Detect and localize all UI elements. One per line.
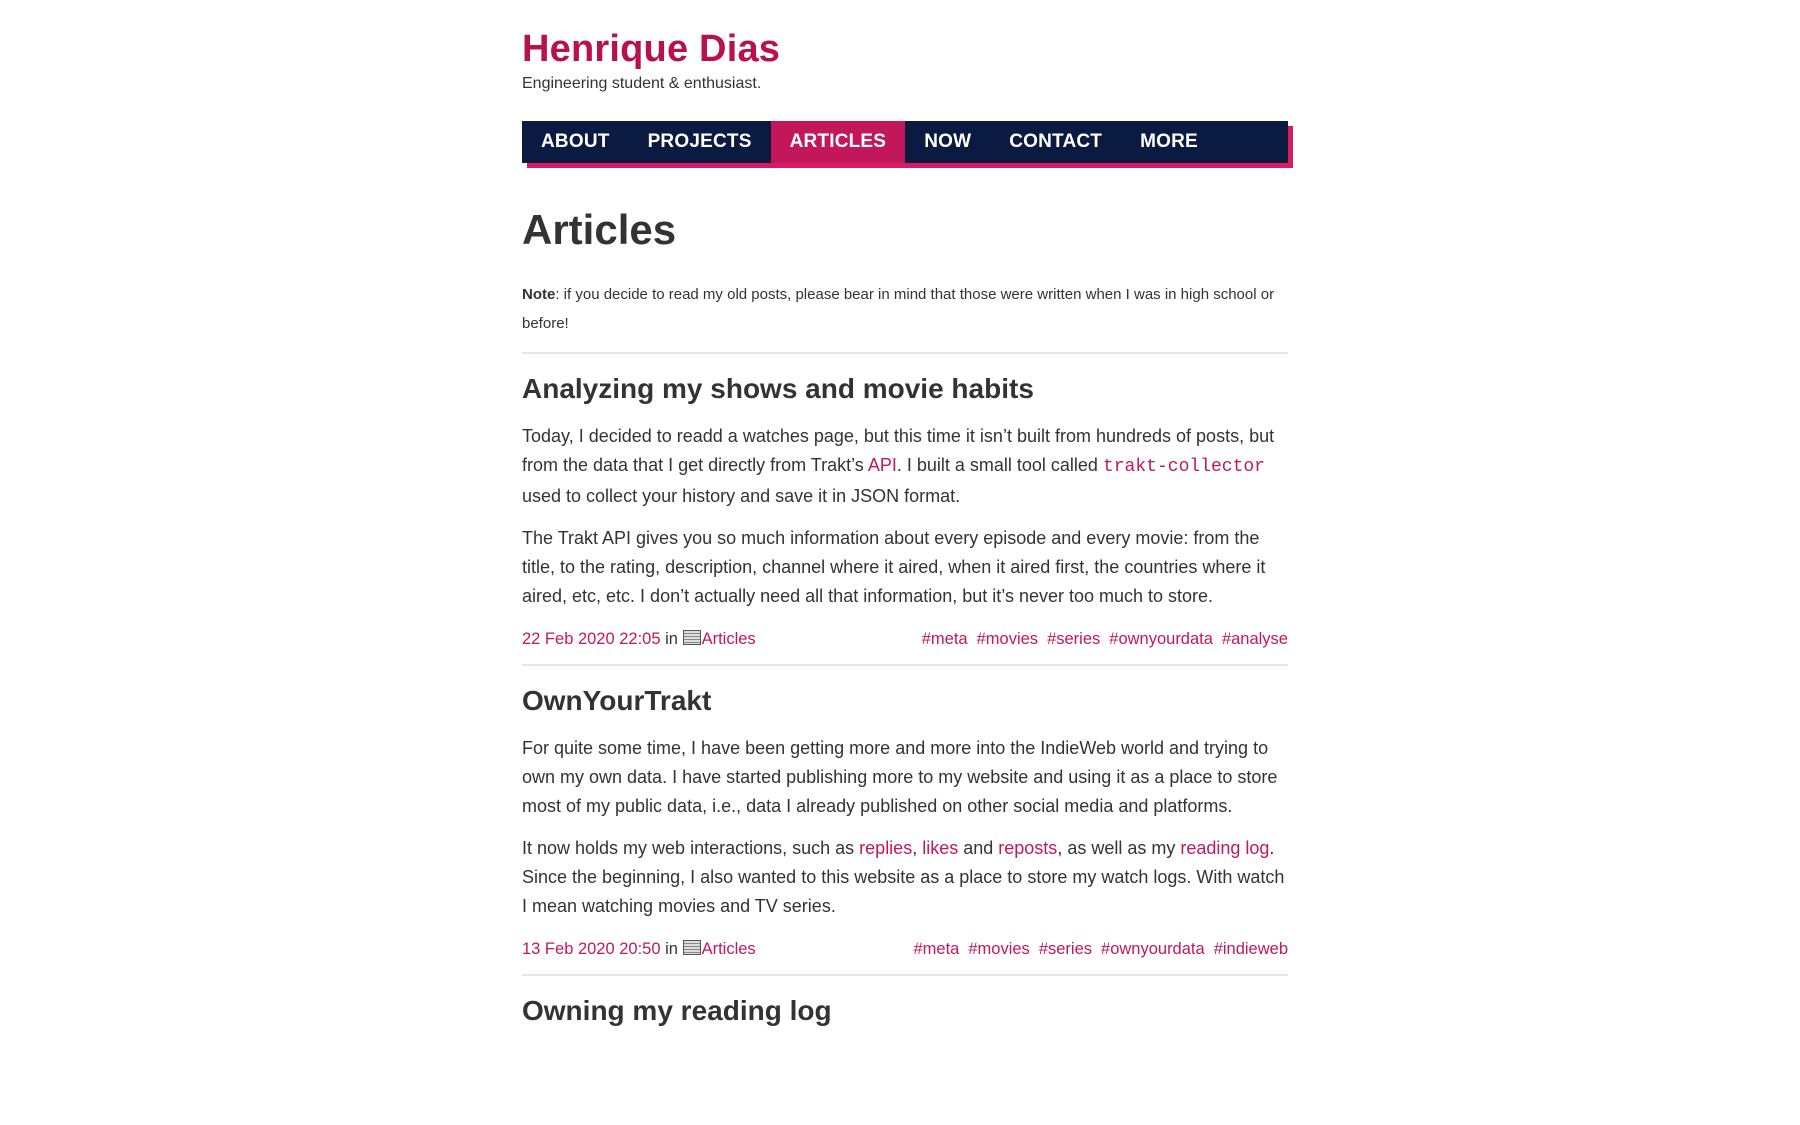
tag-link[interactable]: #indieweb — [1213, 940, 1288, 958]
divider — [522, 352, 1288, 354]
post-paragraph — [522, 422, 1288, 511]
tag-link[interactable]: #meta — [921, 630, 968, 648]
post-tags — [905, 939, 1289, 959]
tag-link[interactable]: #movies — [968, 940, 1030, 958]
newspaper-icon — [683, 940, 701, 955]
page-note — [522, 280, 1288, 338]
nav-item-about[interactable]: ABOUT — [541, 131, 610, 152]
nav-item-more[interactable]: MORE — [1140, 131, 1198, 152]
post-date-link[interactable]: 22 Feb 2020 22:05 — [522, 630, 661, 648]
post-text: Today, I decided to readd a watches page, but this time it isn’t built from hundreds of posts, but from the data that I get directly from Trakt’s — [522, 426, 1275, 475]
page-container — [522, 0, 1288, 1028]
tag-link[interactable]: #ownyourdata — [1101, 940, 1205, 958]
reading-log-link[interactable]: reading log — [1180, 838, 1270, 858]
page-title: Articles — [522, 206, 677, 253]
category-link[interactable]: Articles — [701, 630, 756, 648]
in-label: in — [665, 630, 678, 648]
inline-code: trakt-collector — [1102, 457, 1265, 477]
nav-item-articles[interactable]: ARTICLES — [771, 121, 906, 163]
post-title[interactable]: Owning my reading log — [522, 995, 832, 1026]
post-item — [522, 372, 1288, 649]
tag-link[interactable]: #series — [1038, 940, 1093, 958]
post-meta — [522, 939, 1288, 959]
divider — [522, 974, 1288, 976]
api-link[interactable]: API — [867, 455, 897, 475]
post-text: It now holds my web interactions, such as — [522, 838, 860, 858]
post-meta — [522, 629, 1288, 649]
reposts-link[interactable]: reposts — [998, 838, 1058, 858]
likes-link[interactable]: likes — [922, 838, 959, 858]
main-navigation — [522, 121, 1288, 167]
category-link[interactable]: Articles — [701, 940, 756, 958]
post-item — [522, 994, 1288, 1028]
post-text: , — [912, 838, 923, 858]
nav-item-contact[interactable]: CONTACT — [1009, 131, 1103, 152]
newspaper-icon — [683, 630, 701, 645]
post-paragraph: For quite some time, I have been getting more and more into the IndieWeb world and trying to own my own data. I have started publishing more to my website and using it as a place to store most of my public data, i.e., data I already published on other social media and platforms. — [522, 738, 1278, 816]
nav-bar — [522, 121, 1288, 163]
post-text: . I built a small tool called — [896, 455, 1103, 475]
post-paragraph — [522, 834, 1288, 921]
post-title[interactable]: Analyzing my shows and movie habits — [522, 373, 1034, 404]
post-text: . Since the beginning, I also wanted to this website as a place to store my watch logs. With watch I mean watching movies and TV series. — [522, 838, 1285, 916]
post-tags — [913, 629, 1288, 649]
tag-link[interactable]: #series — [1047, 630, 1101, 648]
replies-link[interactable]: replies — [859, 838, 913, 858]
nav-item-now[interactable]: NOW — [924, 131, 972, 152]
post-meta-left — [522, 629, 756, 649]
post-meta-left — [522, 939, 756, 959]
post-title[interactable]: OwnYourTrakt — [522, 685, 712, 716]
post-text: , as well as my — [1057, 838, 1181, 858]
post-date-link[interactable]: 13 Feb 2020 20:50 — [522, 940, 661, 958]
post-text: used to collect your history and save it in JSON format. — [522, 486, 961, 506]
tag-link[interactable]: #ownyourdata — [1109, 630, 1213, 648]
post-paragraph: The Trakt API gives you so much information about every episode and every movie: from the title, to the rating, description, channel where it aired, when it aired first, the countries where it aired, etc, etc. I don’t actually need all that information, but it’s never too much to store. — [522, 528, 1266, 606]
nav-item-projects[interactable]: PROJECTS — [647, 131, 752, 152]
divider — [522, 664, 1288, 666]
tag-link[interactable]: #analyse — [1221, 630, 1288, 648]
site-subtitle: Engineering student & enthusiast. — [522, 75, 762, 92]
tag-link[interactable]: #movies — [976, 630, 1039, 648]
tag-link[interactable]: #meta — [913, 940, 960, 958]
note-label: Note — [522, 286, 556, 303]
post-item — [522, 684, 1288, 959]
post-text: and — [958, 838, 999, 858]
in-label: in — [665, 940, 678, 958]
site-title[interactable]: Henrique Dias — [522, 28, 781, 70]
note-text: : if you decide to read my old posts, please bear in mind that those were written when I was in high school or before! — [522, 286, 1275, 332]
